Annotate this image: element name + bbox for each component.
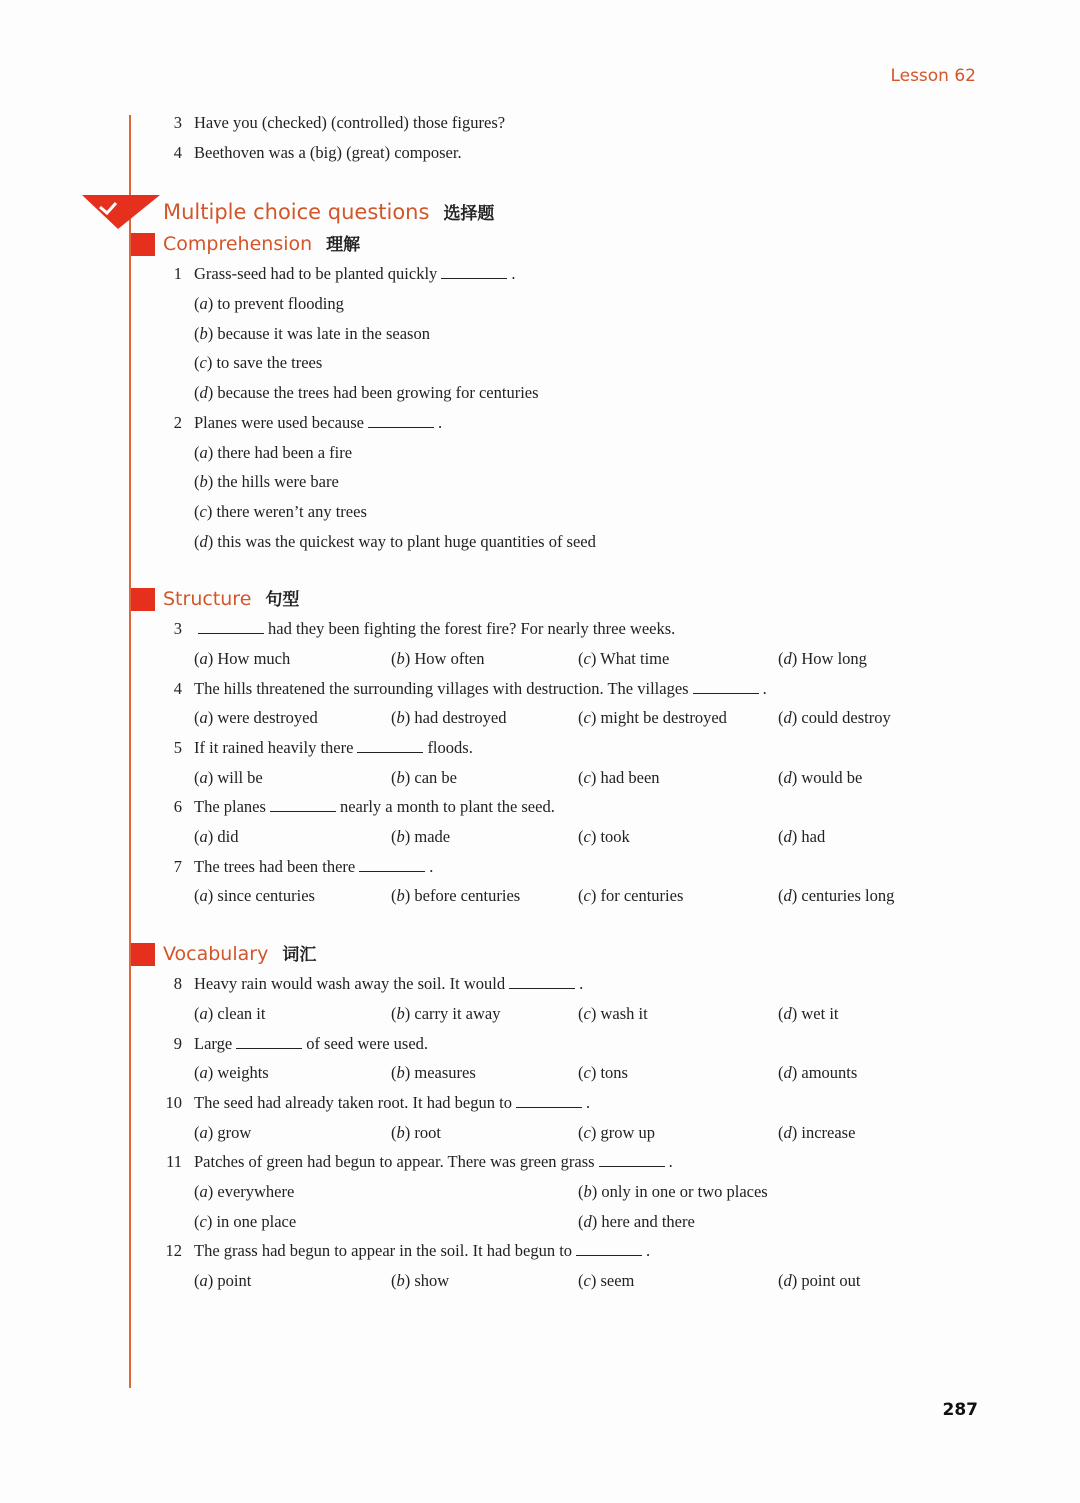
option-letter: a <box>199 294 208 314</box>
option-text: because the trees had been growing for centuries <box>217 383 539 403</box>
stem-before: The trees had been there <box>194 856 356 876</box>
answer-option-c[interactable]: (c) in one place <box>194 1211 297 1231</box>
answer-option-d[interactable]: (d) had <box>778 827 826 847</box>
option-text: in one place <box>216 1211 297 1231</box>
option-text: increase <box>801 1122 856 1142</box>
question-text: Beethoven was a (big) (great) composer. <box>194 142 462 162</box>
answer-option-c[interactable]: (c) had been <box>578 767 660 787</box>
answer-option-b[interactable]: (b) show <box>391 1271 450 1290</box>
option-letter: b <box>396 1003 405 1023</box>
answer-blank <box>198 619 264 634</box>
option-text: grow <box>217 1122 252 1142</box>
option-text: seem <box>600 1271 635 1290</box>
option-row <box>0 1177 1080 1207</box>
option-letter: b <box>396 827 405 847</box>
option-text: before centuries <box>414 886 521 906</box>
option-letter: b <box>583 1181 592 1201</box>
option-row <box>0 1058 1080 1088</box>
question-number: 9 <box>173 1033 182 1053</box>
answer-blank <box>509 974 575 989</box>
option-text: made <box>414 827 451 847</box>
option-letter: d <box>199 531 208 551</box>
question-stem <box>194 614 675 644</box>
option-letter: c <box>583 1271 591 1290</box>
answer-blank <box>599 1152 665 1167</box>
option-text: only in one or two places <box>601 1181 768 1201</box>
option-row <box>0 703 1080 733</box>
answer-option-d[interactable]: (d) How long <box>778 648 867 668</box>
question-stem <box>194 852 433 882</box>
option-row <box>0 1266 1080 1296</box>
answer-option-b[interactable]: (b) had destroyed <box>391 708 507 728</box>
option-letter: c <box>583 1063 591 1083</box>
answer-option-d[interactable]: (d) could destroy <box>778 708 891 728</box>
option-text: carry it away <box>414 1003 501 1023</box>
option-row <box>0 1118 1080 1148</box>
answer-blank <box>359 857 425 872</box>
option-text: amounts <box>801 1063 858 1083</box>
stem-after: . <box>437 412 443 432</box>
option-letter: d <box>783 648 792 668</box>
option-letter: b <box>199 472 208 492</box>
question-stem <box>194 1147 673 1177</box>
option-letter: d <box>783 767 792 787</box>
option-text: this was the quickest way to plant huge quantities of seed <box>217 531 596 551</box>
stem-after: . <box>511 264 516 284</box>
option-text: root <box>414 1122 441 1142</box>
option-text: might be destroyed <box>600 708 727 728</box>
option-letter: b <box>396 648 405 668</box>
question <box>0 1029 1080 1059</box>
section-heading-comprehension <box>0 229 1080 259</box>
option-row <box>0 881 1080 911</box>
option-line <box>0 527 1080 557</box>
stem-after: nearly a month to plant the seed. <box>339 797 555 817</box>
option-letter: b <box>396 1063 405 1083</box>
main-heading-text <box>163 195 494 231</box>
answer-blank <box>576 1241 642 1256</box>
question-number: 7 <box>173 856 182 876</box>
option-letter: c <box>583 648 591 668</box>
exercise-content <box>0 108 1080 1296</box>
option-letter: b <box>396 767 405 787</box>
stem-after: . <box>579 974 584 994</box>
question-number: 2 <box>173 412 182 432</box>
option-letter: c <box>199 1211 207 1231</box>
answer-option-c[interactable]: (c) seem <box>578 1271 635 1290</box>
option-text: grow up <box>600 1122 655 1142</box>
option-letter: d <box>783 708 792 728</box>
stem-before: The grass had begun to appear in the soil. It had begun to <box>194 1241 573 1261</box>
answer-option-a[interactable]: (a) were destroyed <box>194 708 318 728</box>
answer-option-c[interactable]: (c) for centuries <box>578 886 684 906</box>
question <box>0 1088 1080 1118</box>
option-text: How long <box>801 648 867 668</box>
answer-option-b[interactable]: (b) before centuries <box>391 886 521 906</box>
heading-en: Structure <box>163 588 252 611</box>
option-text: point <box>217 1271 252 1290</box>
option-text: wet it <box>801 1003 839 1023</box>
heading-en: Multiple choice questions <box>163 200 430 225</box>
stem-after: . <box>646 1241 651 1261</box>
section-marker <box>131 943 155 966</box>
answer-option-b[interactable]: (b) the hills were bare <box>194 472 339 492</box>
option-letter: d <box>783 1122 792 1142</box>
option-text: would be <box>801 767 863 787</box>
section-title <box>163 939 316 970</box>
answer-option-a[interactable]: (a) since centuries <box>194 886 315 906</box>
answer-option-c[interactable]: (c) there weren’t any trees <box>194 501 367 521</box>
answer-option-b[interactable]: (b) only in one or two places <box>578 1181 768 1201</box>
stem-before: The hills threatened the surrounding villages with destruction. The villages <box>194 678 689 698</box>
stem-before: Planes were used because <box>194 412 364 432</box>
question <box>0 1147 1080 1177</box>
answer-option-d[interactable]: (d) because the trees had been growing for centuries <box>194 383 539 403</box>
answer-option-a[interactable]: (a) clean it <box>194 1003 266 1023</box>
option-text: How often <box>414 648 485 668</box>
answer-option-d[interactable]: (d) point out <box>778 1271 861 1290</box>
answer-blank <box>236 1034 302 1049</box>
stem-after: had they been fighting the forest fire? For nearly three weeks. <box>268 619 676 639</box>
question-number: 4 <box>173 142 182 162</box>
answer-option-a[interactable]: (a) will be <box>194 767 263 787</box>
option-text: show <box>414 1271 450 1290</box>
option-text: had destroyed <box>414 708 507 728</box>
stem-before: The seed had already taken root. It had begun to <box>194 1092 512 1112</box>
answer-option-d[interactable]: (d) this was the quickest way to plant huge quantities of seed <box>194 531 596 551</box>
question-stem <box>194 792 555 822</box>
option-text: because it was late in the season <box>217 323 430 343</box>
section-heading-vocabulary <box>0 939 1080 969</box>
option-letter: a <box>199 1271 208 1290</box>
question-number: 6 <box>173 797 182 817</box>
answer-option-b[interactable]: (b) can be <box>391 767 457 787</box>
question <box>0 969 1080 999</box>
stem-before: If it rained heavily there <box>194 738 354 757</box>
option-letter: a <box>199 1122 208 1142</box>
answer-option-a[interactable]: (a) grow <box>194 1122 252 1142</box>
question-stem <box>194 733 473 763</box>
question <box>0 614 1080 644</box>
answer-blank <box>693 679 759 694</box>
intro-line <box>0 138 1080 168</box>
heading-cn: 句型 <box>265 590 300 611</box>
option-letter: d <box>783 886 792 906</box>
option-text: did <box>217 827 239 847</box>
answer-option-b[interactable]: (b) measures <box>391 1063 476 1083</box>
question-stem <box>194 674 767 704</box>
question-number: 4 <box>173 678 182 698</box>
stem-before: Large <box>194 1033 233 1053</box>
intro-line <box>0 108 1080 138</box>
option-text: there had been a fire <box>217 442 353 462</box>
option-text: took <box>600 827 630 847</box>
option-row <box>0 1207 1080 1237</box>
option-text: could destroy <box>801 708 891 728</box>
section-marker <box>131 588 155 611</box>
option-letter: d <box>783 1063 792 1083</box>
answer-option-a[interactable]: (a) How much <box>194 648 291 668</box>
option-text: here and there <box>601 1211 695 1231</box>
stem-before: The planes <box>194 797 266 817</box>
option-line <box>0 467 1080 497</box>
stem-before: Grass-seed had to be planted quickly <box>194 264 438 284</box>
answer-option-c[interactable]: (c) tons <box>578 1063 628 1083</box>
stem-after: . <box>585 1092 591 1112</box>
answer-blank <box>516 1093 582 1108</box>
answer-option-b[interactable]: (b) How often <box>391 648 485 668</box>
option-row <box>0 822 1080 852</box>
stem-after: . <box>762 678 767 698</box>
stem-before: Heavy rain would wash away the soil. It would <box>194 974 506 994</box>
question-number: 11 <box>166 1152 182 1172</box>
option-text: can be <box>414 767 457 787</box>
option-letter: a <box>199 648 208 668</box>
option-letter: a <box>199 1181 208 1201</box>
answer-option-d[interactable]: (d) wet it <box>778 1003 839 1023</box>
option-letter: a <box>199 1003 208 1023</box>
question-number: 8 <box>173 974 182 994</box>
option-letter: d <box>783 1003 792 1023</box>
answer-blank <box>270 797 336 812</box>
option-row <box>0 999 1080 1029</box>
stem-before: Patches of green had begun to appear. There was green grass <box>194 1152 595 1172</box>
question <box>0 408 1080 438</box>
option-letter: c <box>583 708 591 728</box>
option-letter: a <box>199 1063 208 1083</box>
option-text: to save the trees <box>216 353 323 373</box>
question-number: 12 <box>165 1241 182 1261</box>
option-letter: b <box>396 1122 405 1142</box>
option-text: to prevent flooding <box>217 294 344 314</box>
question <box>0 259 1080 289</box>
option-letter: c <box>583 767 591 787</box>
option-text: weights <box>217 1063 269 1083</box>
question-number: 10 <box>165 1092 182 1112</box>
question <box>0 792 1080 822</box>
option-letter: c <box>583 1122 591 1142</box>
question-stem <box>194 408 442 438</box>
option-letter: c <box>583 827 591 847</box>
option-letter: b <box>396 708 405 728</box>
answer-option-a[interactable]: (a) everywhere <box>194 1181 295 1201</box>
answer-blank <box>357 738 423 753</box>
option-line <box>0 289 1080 319</box>
heading-cn: 理解 <box>326 235 361 256</box>
option-text: had <box>801 827 826 847</box>
option-line <box>0 378 1080 408</box>
question-number: 1 <box>173 264 182 284</box>
option-letter: b <box>199 323 208 343</box>
section-title <box>163 584 299 615</box>
question <box>0 674 1080 704</box>
answer-option-d[interactable]: (d) here and there <box>578 1211 695 1231</box>
answer-option-b[interactable]: (b) root <box>391 1122 441 1142</box>
option-letter: b <box>396 1271 405 1290</box>
question-stem <box>194 1088 590 1118</box>
option-text: were destroyed <box>217 708 318 728</box>
option-letter: d <box>199 383 208 403</box>
option-line <box>0 348 1080 378</box>
stem-after: . <box>668 1152 673 1172</box>
option-text: for centuries <box>600 886 684 906</box>
answer-option-c[interactable]: (c) wash it <box>578 1003 648 1023</box>
option-text: wash it <box>600 1003 648 1023</box>
question-number: 3 <box>173 113 182 132</box>
option-text: clean it <box>217 1003 266 1023</box>
option-row <box>0 644 1080 674</box>
option-row <box>0 763 1080 793</box>
section-heading-structure <box>0 584 1080 614</box>
option-text: centuries long <box>801 886 895 906</box>
option-text: What time <box>600 648 670 668</box>
lesson-label: Lesson 62 <box>890 66 976 86</box>
heading-en: Comprehension <box>163 233 313 256</box>
question-stem <box>194 969 583 999</box>
option-text: How much <box>217 648 291 668</box>
answer-option-a[interactable]: (a) to prevent flooding <box>194 294 344 314</box>
answer-option-c[interactable]: (c) took <box>578 827 630 847</box>
question <box>0 852 1080 882</box>
heading-en: Vocabulary <box>163 943 269 966</box>
answer-option-a[interactable]: (a) weights <box>194 1063 269 1083</box>
option-text: measures <box>414 1063 476 1083</box>
answer-blank <box>368 413 434 428</box>
answer-option-a[interactable]: (a) did <box>194 827 239 847</box>
section-title <box>163 229 360 260</box>
option-text: will be <box>217 767 263 787</box>
question-text: Have you (checked) (controlled) those figures? <box>194 113 506 132</box>
answer-option-d[interactable]: (d) amounts <box>778 1063 858 1083</box>
answer-option-d[interactable]: (d) would be <box>778 767 863 787</box>
option-letter: c <box>199 501 207 521</box>
answer-option-c[interactable]: (c) What time <box>578 648 670 668</box>
heading-cn: 词汇 <box>282 945 317 966</box>
option-text: there weren’t any trees <box>216 501 367 521</box>
option-line <box>0 497 1080 527</box>
option-text: the hills were bare <box>217 472 339 492</box>
option-letter: d <box>583 1211 592 1231</box>
question-stem <box>194 1029 428 1059</box>
answer-option-a[interactable]: (a) there had been a fire <box>194 442 353 462</box>
option-line <box>0 319 1080 349</box>
question-number: 5 <box>173 738 182 757</box>
stem-after: . <box>429 856 434 876</box>
answer-option-c[interactable]: (c) might be destroyed <box>578 708 727 728</box>
page-number: 287 <box>942 1400 978 1420</box>
answer-option-c[interactable]: (c) grow up <box>578 1122 655 1142</box>
heading-cn: 选择题 <box>443 204 495 225</box>
option-line <box>0 438 1080 468</box>
answer-option-d[interactable]: (d) increase <box>778 1122 856 1142</box>
option-text: everywhere <box>217 1181 295 1201</box>
option-letter: d <box>783 827 792 847</box>
option-letter: c <box>199 353 207 373</box>
answer-option-c[interactable]: (c) to save the trees <box>194 353 323 373</box>
option-letter: b <box>396 886 405 906</box>
option-letter: a <box>199 767 208 787</box>
option-letter: d <box>783 1271 792 1290</box>
option-text: tons <box>600 1063 628 1083</box>
question-number: 3 <box>173 619 182 639</box>
answer-option-d[interactable]: (d) centuries long <box>778 886 895 906</box>
answer-option-a[interactable]: (a) point <box>194 1271 252 1290</box>
option-letter: c <box>583 886 591 906</box>
question <box>0 1236 1080 1266</box>
stem-after: floods. <box>427 738 473 757</box>
stem-after: of seed were used. <box>306 1033 429 1053</box>
option-letter: a <box>199 442 208 462</box>
option-text: since centuries <box>217 886 315 906</box>
option-text: point out <box>801 1271 861 1290</box>
section-marker <box>131 233 155 256</box>
answer-blank <box>441 264 507 279</box>
question <box>0 733 1080 763</box>
question-stem <box>194 259 515 289</box>
option-letter: c <box>583 1003 591 1023</box>
answer-option-b[interactable]: (b) made <box>391 827 451 847</box>
answer-option-b[interactable]: (b) because it was late in the season <box>194 323 430 343</box>
option-letter: a <box>199 708 208 728</box>
question-stem <box>194 1236 650 1266</box>
option-letter: a <box>199 827 208 847</box>
answer-option-b[interactable]: (b) carry it away <box>391 1003 501 1023</box>
section-heading-main <box>0 195 1080 229</box>
option-text: had been <box>600 767 660 787</box>
option-letter: a <box>199 886 208 906</box>
